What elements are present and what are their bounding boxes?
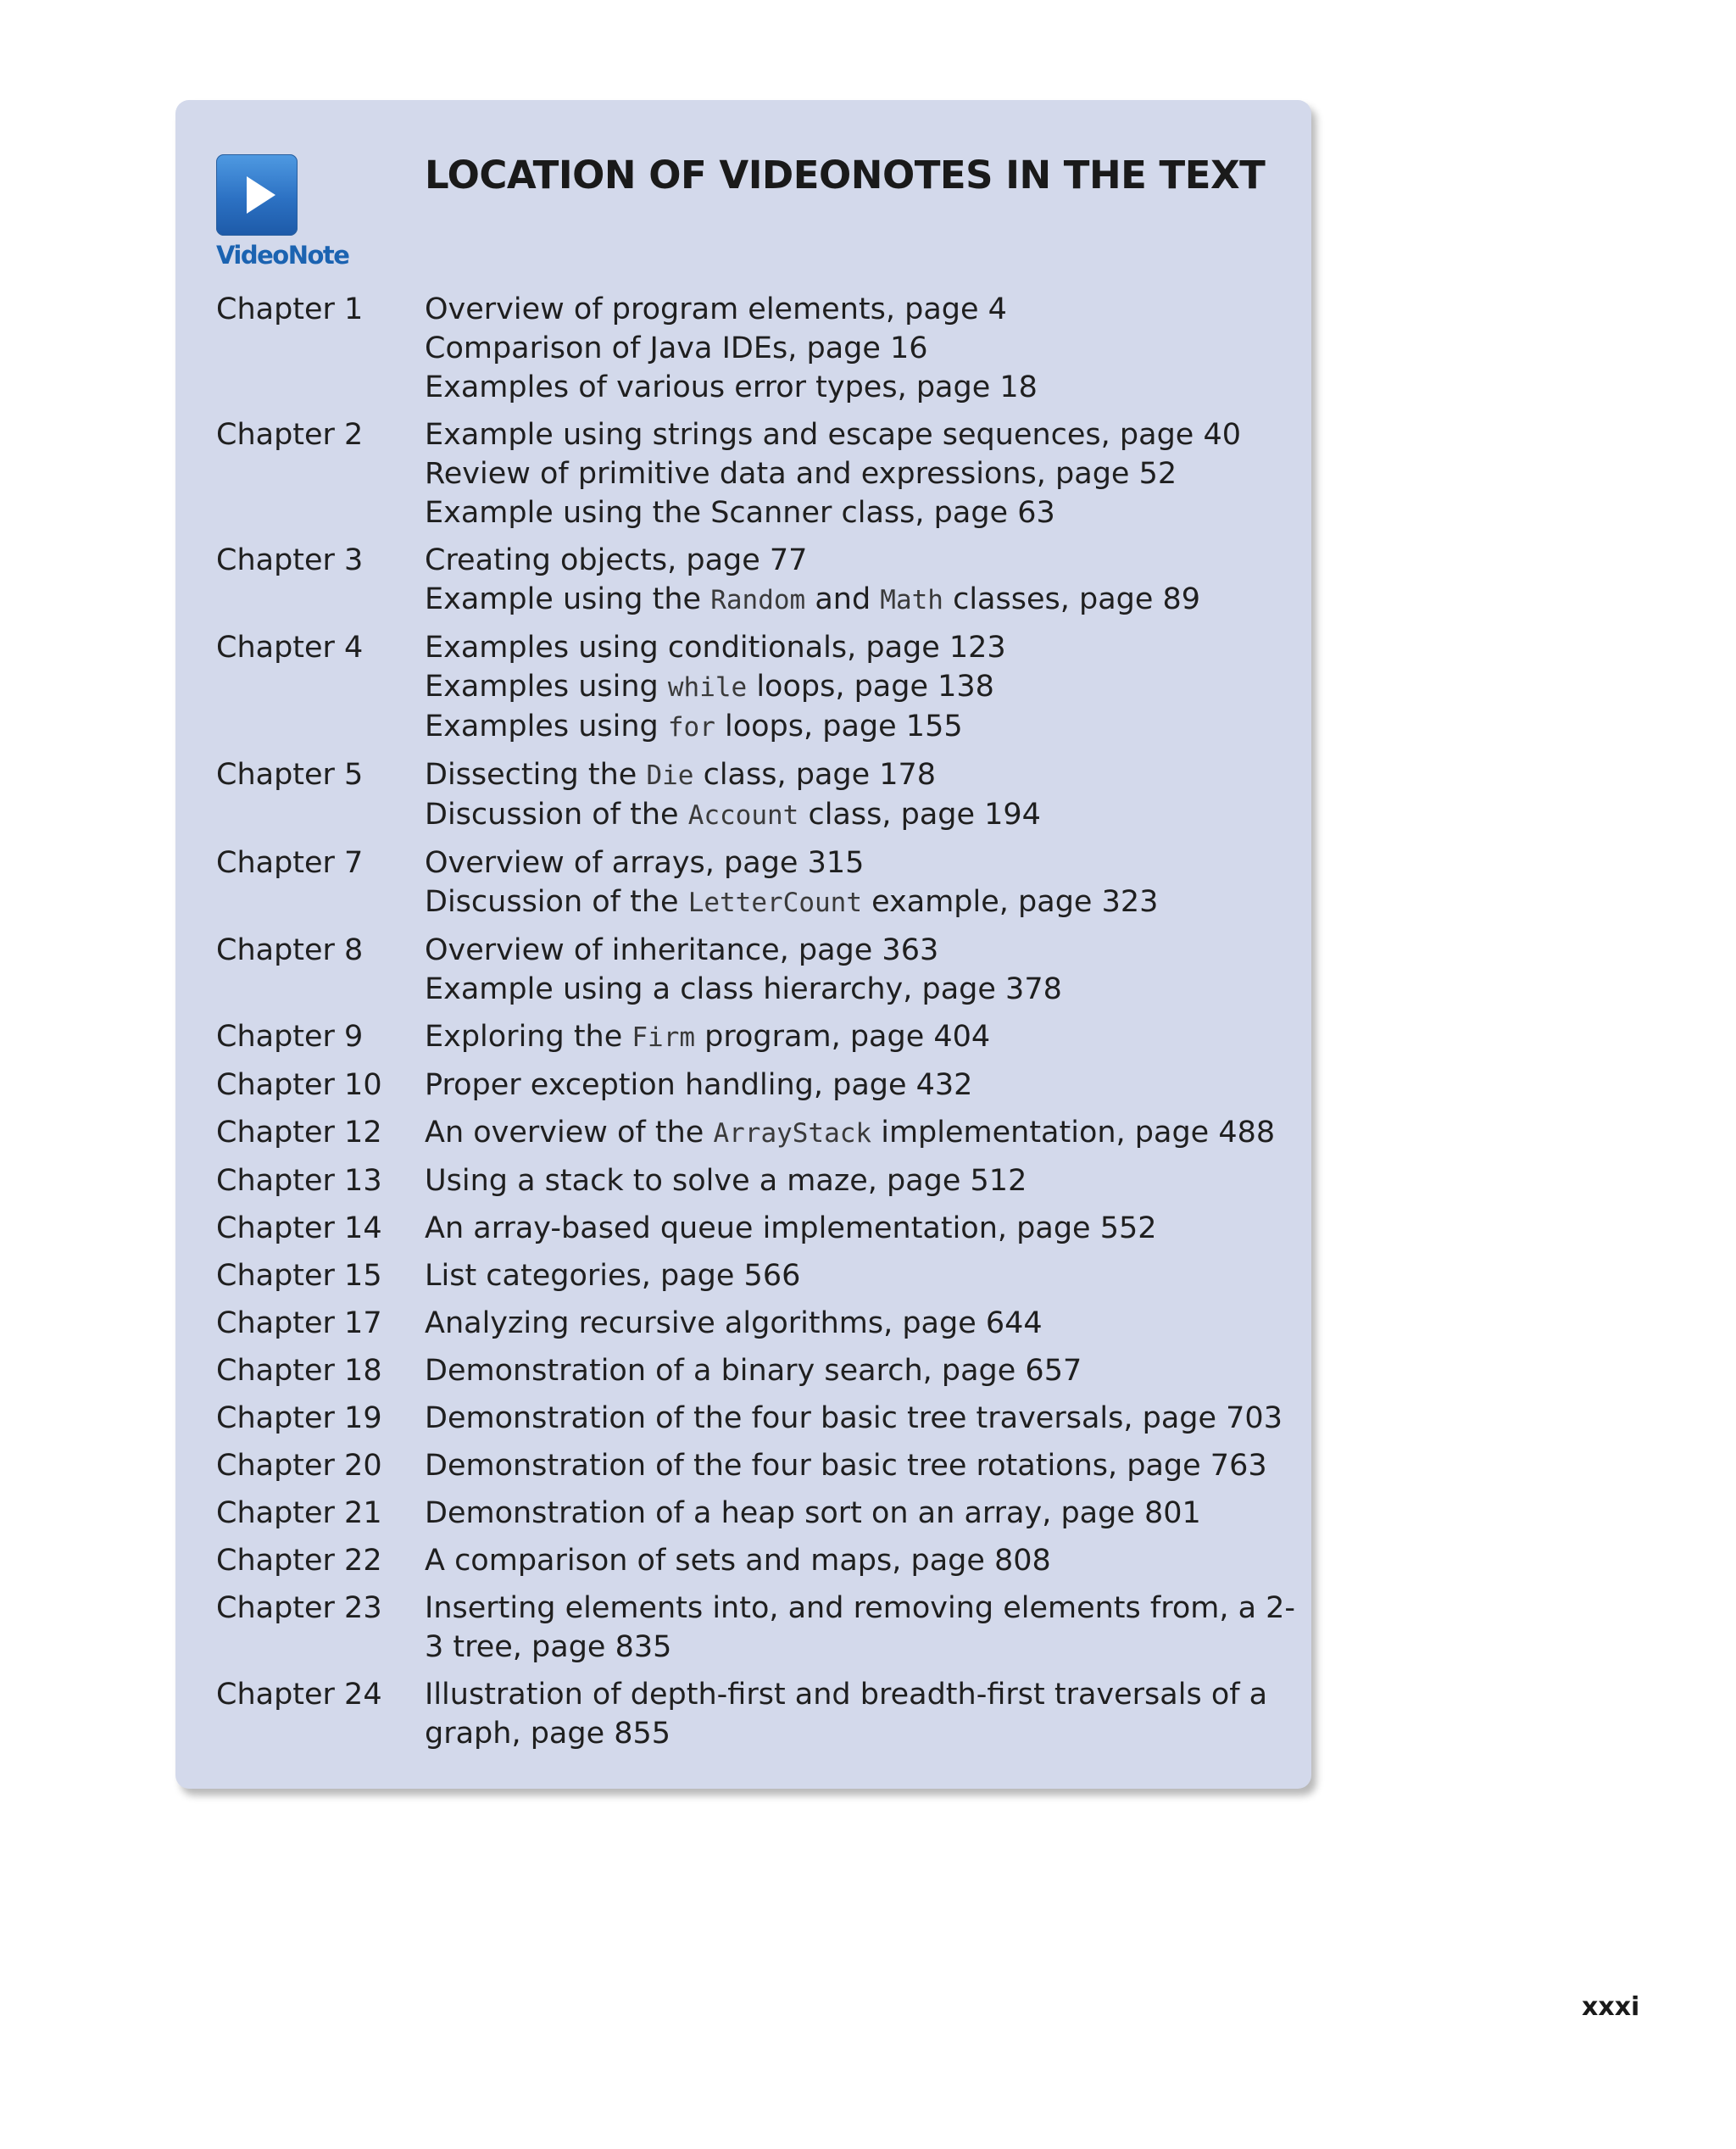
videonote-item [425,415,1301,454]
videonote-item [425,1589,1298,1667]
item-text: loops, page 138 [747,670,994,704]
chapter-label: Chapter 14 [216,1211,382,1245]
videonote-item [425,290,1301,329]
chapter-items [425,1399,1301,1438]
chapter-items [425,290,1301,407]
chapter-label: Chapter 3 [216,543,364,577]
code-term: Math [880,585,943,615]
videonote-item [425,454,1301,493]
item-text: Analyzing recursive algorithms, page 644 [425,1306,1043,1340]
item-text: Examples using [425,670,668,704]
chapter-row [216,1399,1301,1438]
item-text: Inserting elements into, and removing elements from, a 2-3 tree, page 835 [425,1591,1296,1664]
play-icon [216,154,298,236]
chapter-label: Chapter 1 [216,292,364,326]
videonote-item [425,1541,1301,1580]
item-text: Example using the Scanner class, page 63 [425,496,1055,530]
item-text: Example using the [425,582,711,616]
chapter-row [216,415,1301,532]
videonote-item [425,1446,1301,1485]
chapter-items [425,755,1301,835]
code-term: for [667,712,715,743]
item-text: class, page 178 [693,758,937,792]
chapter-row [216,1209,1301,1248]
chapter-label: Chapter 2 [216,418,364,452]
chapter-items [425,1589,1301,1667]
item-text: Example using strings and escape sequences, page 40 [425,418,1241,452]
item-text: Demonstration of the four basic tree traversals, page 703 [425,1401,1283,1435]
videonote-list [216,290,1301,1762]
item-text: A comparison of sets and maps, page 808 [425,1544,1051,1578]
item-text: Overview of inheritance, page 363 [425,933,939,967]
videonote-item [425,1161,1301,1200]
item-text: Examples using [425,710,668,743]
chapter-label: Chapter 22 [216,1544,382,1578]
item-text: Proper exception handling, page 432 [425,1068,973,1102]
code-term: ArrayStack [713,1118,872,1149]
chapter-label: Chapter 20 [216,1449,382,1483]
code-term: while [667,672,748,703]
videonote-item [425,580,1301,620]
chapter-items [425,1446,1301,1485]
videonote-item [425,368,1301,407]
chapter-label: Chapter 12 [216,1116,382,1150]
item-text: classes, page 89 [943,582,1201,616]
item-text: Demonstration of a binary search, page 657 [425,1354,1082,1388]
chapter-items [425,1304,1301,1343]
chapter-row [216,755,1301,835]
videonote-item [425,931,1301,970]
chapter-label: Chapter 18 [216,1354,382,1388]
chapter-row [216,1589,1301,1667]
chapter-label: Chapter 19 [216,1401,382,1435]
chapter-row [216,931,1301,1009]
code-term: LetterCount [687,888,862,918]
chapter-items [425,1256,1301,1295]
videonote-logo [216,154,349,270]
chapter-row [216,541,1301,620]
videonote-label: VideoNote [216,241,349,270]
chapter-items [425,1494,1301,1533]
chapter-label: Chapter 5 [216,758,364,792]
item-text: loops, page 155 [715,710,963,743]
chapter-items [425,1113,1301,1153]
chapter-items [425,1066,1301,1105]
videonote-item [425,1256,1301,1295]
videonote-item [425,1351,1301,1390]
chapter-row [216,1675,1301,1753]
item-text: class, page 194 [798,798,1041,832]
item-text: Demonstration of the four basic tree rotations, page 763 [425,1449,1267,1483]
item-text: Examples of various error types, page 18 [425,370,1038,404]
chapter-label: Chapter 13 [216,1164,382,1198]
chapter-items [425,1541,1301,1580]
chapter-row [216,1351,1301,1390]
chapter-label: Chapter 7 [216,846,364,880]
chapter-items [425,1351,1301,1390]
videonote-item [425,628,1301,667]
videonote-item [425,1066,1301,1105]
videonote-item [425,541,1301,580]
item-text: Comparison of Java IDEs, page 16 [425,331,928,365]
chapter-row [216,290,1301,407]
item-text: Illustration of depth-first and breadth-first traversals of a graph, page 855 [425,1678,1268,1751]
item-text: An array-based queue implementation, page 552 [425,1211,1157,1245]
chapter-label: Chapter 9 [216,1020,364,1054]
videonote-item [425,843,1301,882]
videonote-item [425,970,1301,1009]
videonote-item [425,493,1301,532]
item-text: Demonstration of a heap sort on an array, page 801 [425,1496,1201,1530]
chapter-row [216,1446,1301,1485]
videonote-item [425,707,1301,747]
chapter-items [425,541,1301,620]
chapter-items [425,415,1301,532]
item-text: Discussion of the [425,885,688,919]
chapter-label: Chapter 24 [216,1678,382,1712]
videonote-item [425,1113,1301,1153]
item-text: Creating objects, page 77 [425,543,808,577]
chapter-items [425,1209,1301,1248]
videonote-item [425,329,1301,368]
chapter-row [216,1256,1301,1295]
videonote-item [425,667,1301,707]
item-text: program, page 404 [695,1020,991,1054]
item-text: Discussion of the [425,798,688,832]
item-text: and [805,582,881,616]
videonote-item [425,795,1301,835]
item-text: implementation, page 488 [871,1116,1276,1150]
item-text: Review of primitive data and expressions, page 52 [425,457,1177,491]
chapter-label: Chapter 17 [216,1306,382,1340]
page-title: LOCATION OF VIDEONOTES IN THE TEXT [425,153,1266,198]
videonote-item [425,755,1301,795]
chapter-row [216,1017,1301,1057]
chapter-row [216,1066,1301,1105]
code-term: Firm [632,1022,696,1053]
chapter-items [425,931,1301,1009]
item-text: Examples using conditionals, page 123 [425,631,1006,665]
item-text: An overview of the [425,1116,714,1150]
item-text: Overview of arrays, page 315 [425,846,865,880]
item-text: Dissecting the [425,758,647,792]
videonote-item [425,1675,1298,1753]
page-number: xxxi [1582,1992,1640,2022]
chapter-row [216,843,1301,922]
videonote-item [425,1399,1301,1438]
chapter-label: Chapter 23 [216,1591,382,1625]
videonote-item [425,1494,1301,1533]
item-text: Using a stack to solve a maze, page 512 [425,1164,1027,1198]
videonotes-panel [175,100,1311,1789]
item-text: example, page 323 [862,885,1159,919]
chapter-row [216,1113,1301,1153]
item-text: Overview of program elements, page 4 [425,292,1007,326]
chapter-label: Chapter 4 [216,631,364,665]
videonote-item [425,1209,1301,1248]
chapter-items [425,843,1301,922]
chapter-row [216,1494,1301,1533]
item-text: Exploring the [425,1020,632,1054]
chapter-row [216,1161,1301,1200]
videonote-item [425,882,1301,922]
chapter-row [216,628,1301,747]
chapter-items [425,1675,1301,1753]
chapter-items [425,1017,1301,1057]
code-term: Account [687,800,799,831]
chapter-row [216,1541,1301,1580]
videonote-item [425,1017,1301,1057]
code-term: Random [710,585,806,615]
code-term: Die [646,760,694,791]
chapter-label: Chapter 15 [216,1259,382,1293]
chapter-items [425,628,1301,747]
chapter-row [216,1304,1301,1343]
chapter-label: Chapter 10 [216,1068,382,1102]
item-text: Example using a class hierarchy, page 378 [425,972,1062,1006]
chapter-items [425,1161,1301,1200]
item-text: List categories, page 566 [425,1259,801,1293]
chapter-label: Chapter 21 [216,1496,382,1530]
chapter-label: Chapter 8 [216,933,364,967]
videonote-item [425,1304,1301,1343]
